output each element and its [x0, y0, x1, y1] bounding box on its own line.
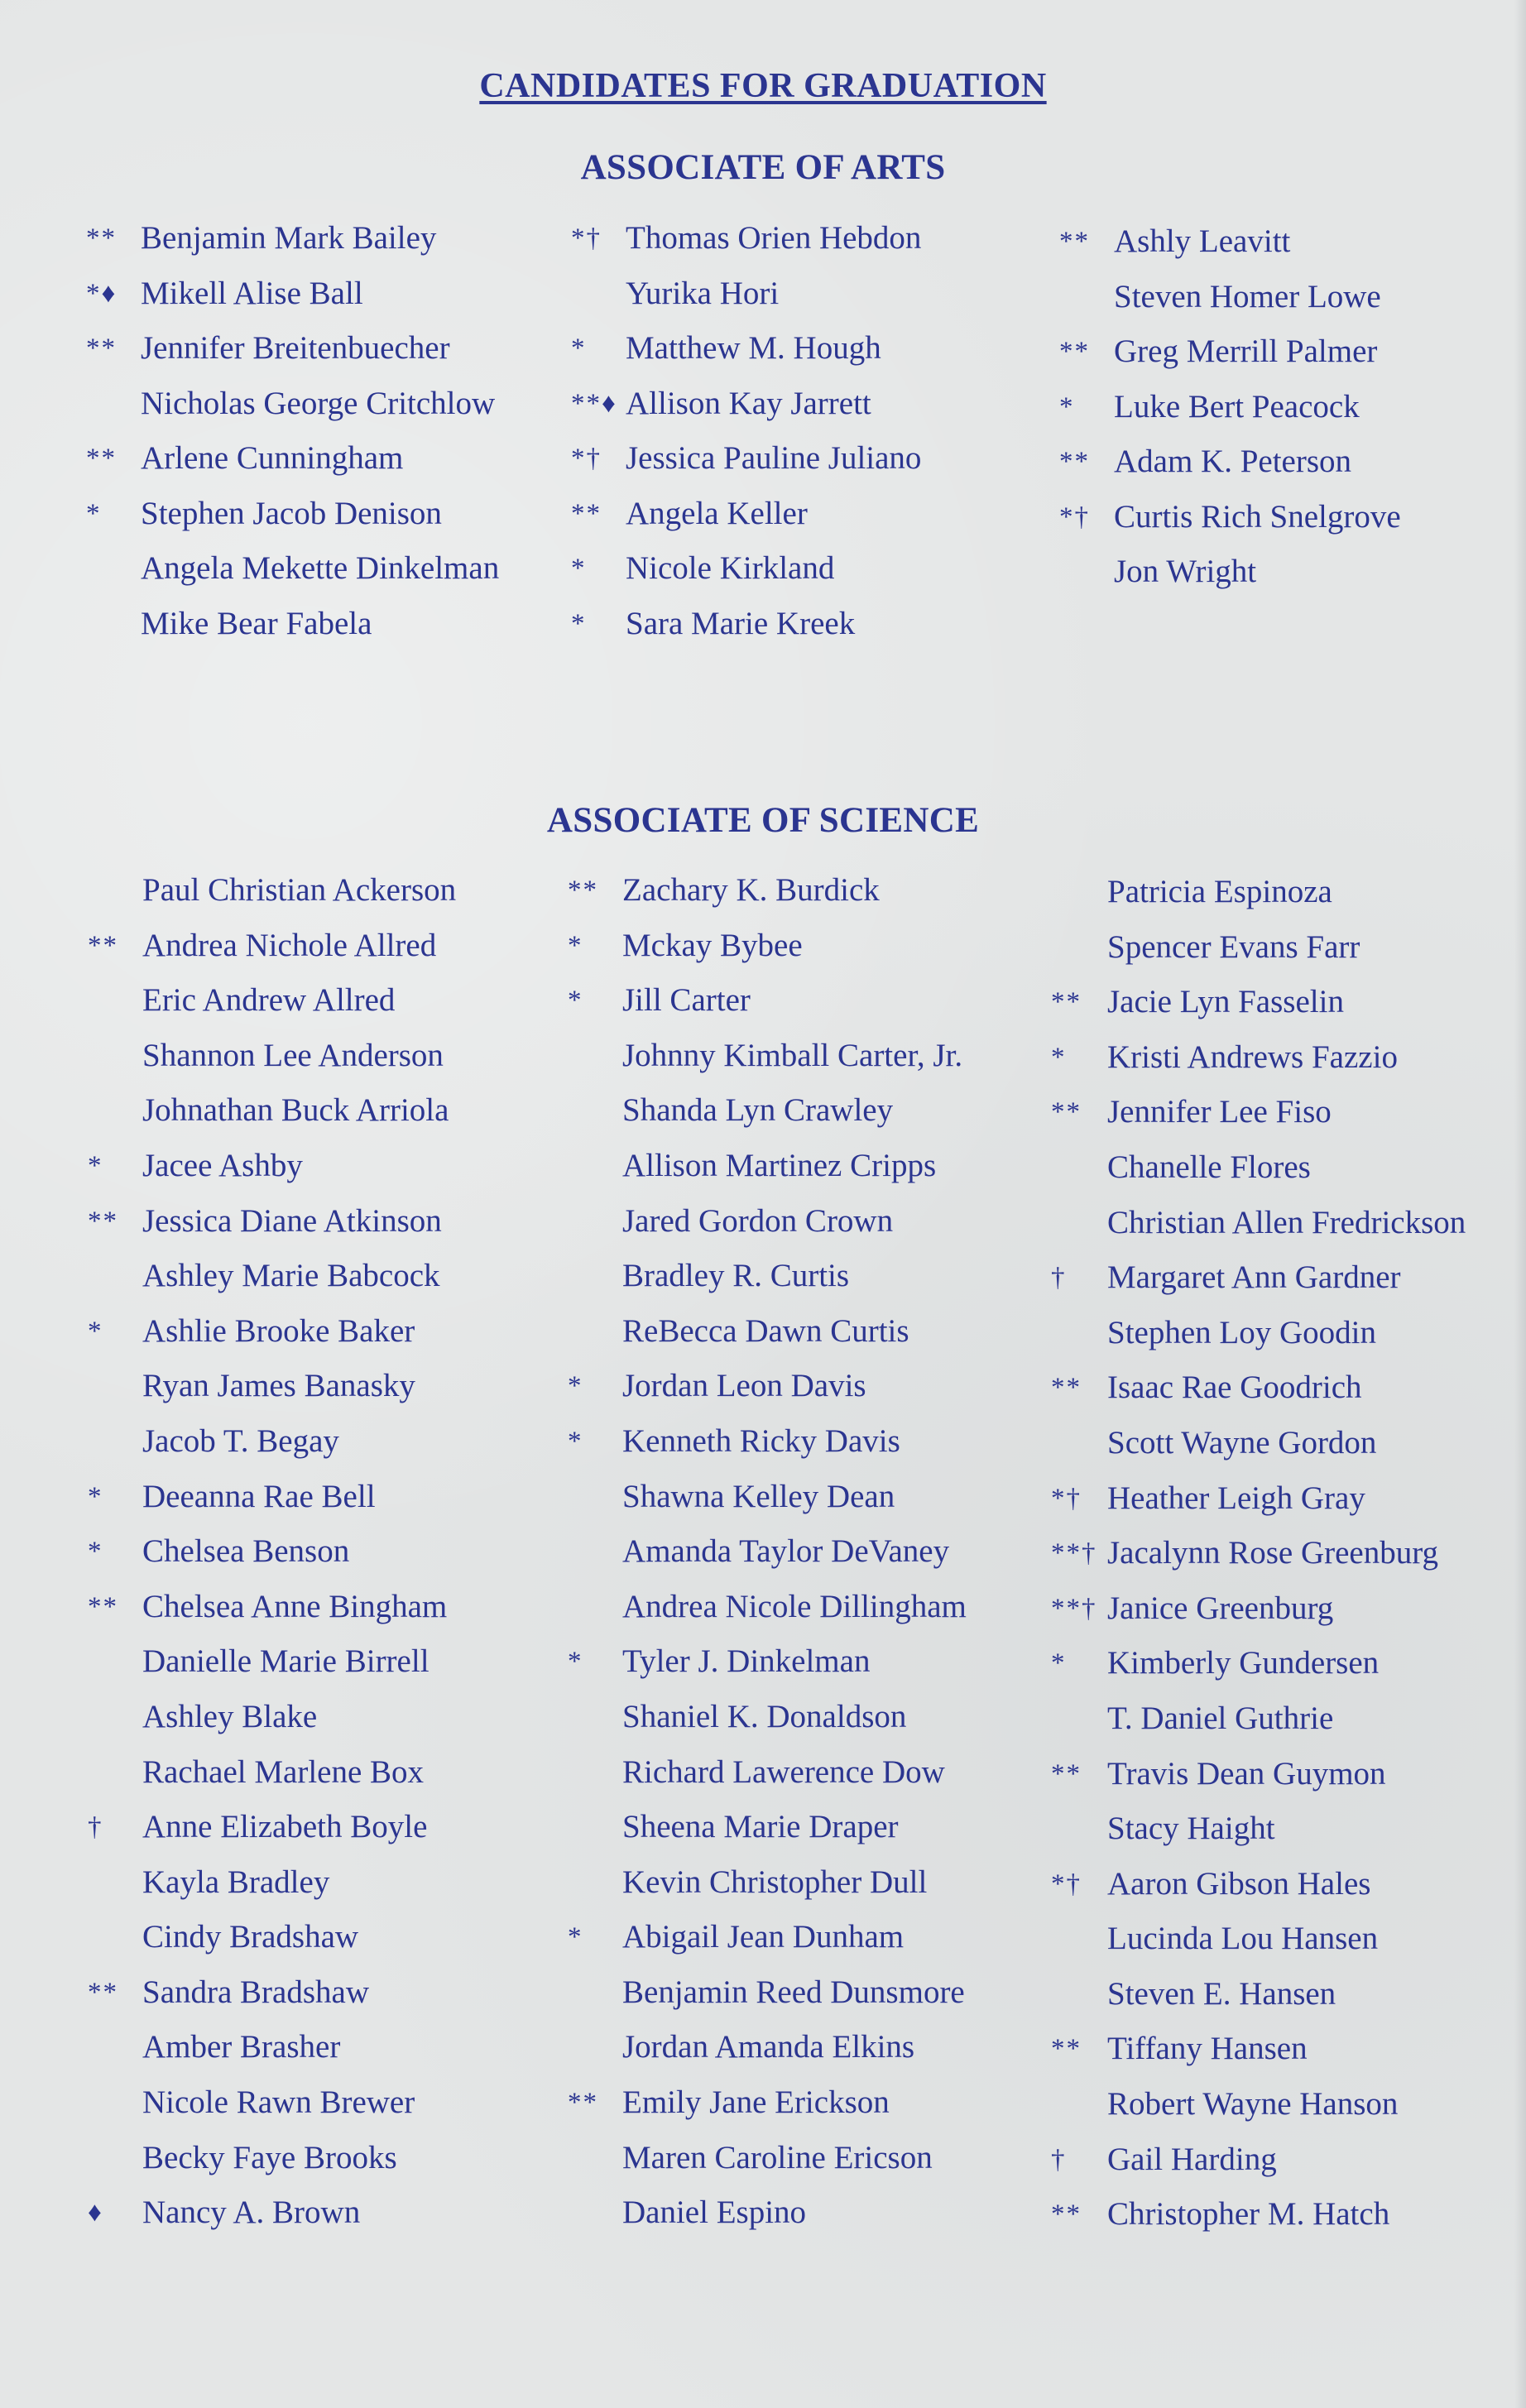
honor-mark: †	[1051, 1263, 1067, 1293]
honor-mark: *	[1051, 1042, 1067, 1072]
graduate-name: Kayla Bradley	[142, 1864, 330, 1900]
honor-mark: *	[88, 1481, 103, 1512]
graduate-name: Andrea Nicole Dillingham	[622, 1588, 967, 1624]
honor-mark: **	[568, 875, 598, 905]
honor-mark: *♦	[86, 278, 118, 309]
graduate-name: Maren Caroline Ericson	[622, 2139, 933, 2175]
graduate-name: Sheena Marie Draper	[622, 1809, 899, 1845]
honor-mark: *	[88, 1537, 103, 1567]
graduate-name: Steven Homer Lowe	[1114, 278, 1381, 314]
graduate-name: Kristi Andrews Fazzio	[1107, 1039, 1398, 1075]
graduate-name: T. Daniel Guthrie	[1107, 1700, 1334, 1736]
graduate-name: Janice Greenburg	[1107, 1590, 1334, 1626]
honor-mark: **	[1051, 1373, 1082, 1403]
page-title: CANDIDATES FOR GRADUATION	[479, 67, 1047, 105]
honor-mark: *	[571, 554, 587, 583]
honor-mark: *	[568, 1371, 583, 1402]
graduate-name: Christian Allen Fredrickson	[1107, 1204, 1466, 1240]
honor-mark: *	[88, 1150, 103, 1181]
graduate-name: Abigail Jean Dunham	[622, 1919, 905, 1955]
honor-mark: *	[1051, 1648, 1067, 1679]
honor-mark: **	[1059, 227, 1090, 257]
graduate-name: Jordan Amanda Elkins	[622, 2029, 915, 2065]
graduate-name: Deeanna Rae Bell	[142, 1478, 376, 1514]
honor-mark: **	[1051, 1097, 1082, 1128]
graduate-name: Scott Wayne Gordon	[1107, 1424, 1377, 1461]
graduate-name: Ashley Blake	[142, 1698, 318, 1734]
graduate-name: Nicole Rawn Brewer	[142, 2084, 415, 2121]
honor-mark: **	[1059, 447, 1090, 477]
graduate-name: Ashley Marie Babcock	[142, 1258, 440, 1294]
graduate-name: Stacy Haight	[1107, 1811, 1275, 1847]
graduate-name: Arlene Cunningham	[141, 440, 404, 476]
graduate-name: Spencer Evans Farr	[1107, 928, 1360, 965]
honor-mark: *†	[1051, 1868, 1082, 1899]
honor-mark: *	[568, 930, 583, 961]
graduate-name: Yurika Hori	[626, 275, 780, 311]
graduate-name: Greg Merrill Palmer	[1114, 333, 1378, 369]
honor-mark: *	[568, 986, 583, 1016]
graduate-name: Becky Faye Brooks	[142, 2139, 397, 2175]
graduate-name: Tyler J. Dinkelman	[622, 1643, 871, 1680]
graduate-name: Shawna Kelley Dean	[622, 1478, 895, 1514]
graduate-name: Benjamin Reed Dunsmore	[622, 1974, 965, 2010]
graduate-name: Johnathan Buck Arriola	[142, 1092, 449, 1129]
graduate-name: Johnny Kimball Carter, Jr.	[622, 1037, 963, 1073]
honor-mark: *	[568, 1426, 583, 1456]
honor-mark: **	[1051, 1758, 1082, 1789]
graduate-name: Jill Carter	[622, 982, 751, 1019]
graduate-name: Adam K. Peterson	[1114, 444, 1352, 479]
honor-mark: **	[1051, 2199, 1082, 2230]
graduate-name: Robert Wayne Hanson	[1107, 2086, 1399, 2123]
associate-of-science-heading: ASSOCIATE OF SCIENCE	[546, 801, 980, 840]
graduate-name: Stephen Loy Goodin	[1107, 1314, 1376, 1350]
graduate-name: Matthew M. Hough	[626, 330, 881, 366]
honor-mark: **†	[1051, 1593, 1097, 1624]
graduate-name: Lucinda Lou Hansen	[1107, 1921, 1379, 1957]
honor-mark: **	[86, 223, 117, 253]
graduate-name: Nicole Kirkland	[626, 550, 835, 586]
graduate-name: Ashly Leavitt	[1114, 223, 1291, 259]
honor-mark: *	[571, 333, 587, 363]
graduate-name: Jon Wright	[1114, 554, 1257, 589]
graduate-name: ReBecca Dawn Curtis	[622, 1312, 909, 1349]
honor-mark: **♦	[571, 388, 617, 419]
honor-mark: *†	[1059, 501, 1090, 532]
graduate-name: Daniel Espino	[622, 2195, 807, 2231]
graduate-name: Anne Elizabeth Boyle	[142, 1809, 428, 1845]
graduate-name: Jared Gordon Crown	[622, 1202, 894, 1239]
graduate-name: Ashlie Brooke Baker	[142, 1312, 415, 1349]
honor-mark: **	[571, 498, 602, 529]
graduate-name: Sandra Bradshaw	[142, 1974, 370, 2010]
graduate-name: Andrea Nichole Allred	[142, 927, 437, 963]
page-edge-shadow	[1514, 0, 1526, 2408]
graduate-name: Jordan Leon Davis	[622, 1368, 866, 1404]
graduate-name: Bradley R. Curtis	[622, 1258, 850, 1294]
graduate-name: Aaron Gibson Hales	[1107, 1865, 1371, 1902]
graduate-name: Gail Harding	[1107, 2141, 1277, 2177]
graduate-name: Chanelle Flores	[1107, 1149, 1311, 1185]
graduate-name: Shanda Lyn Crawley	[622, 1092, 894, 1129]
graduate-name: Margaret Ann Gardner	[1107, 1259, 1401, 1296]
graduate-name: Nancy A. Brown	[142, 2195, 361, 2231]
graduate-name: Angela Mekette Dinkelman	[141, 550, 500, 586]
graduate-name: Tiffany Hansen	[1107, 2031, 1308, 2067]
graduate-name: Ryan James Banasky	[142, 1368, 415, 1404]
honor-mark: ♦	[88, 2198, 103, 2228]
honor-mark: †	[88, 1812, 103, 1843]
graduate-name: Travis Dean Guymon	[1107, 1755, 1386, 1792]
graduate-name: Jennifer Lee Fiso	[1107, 1094, 1332, 1130]
graduate-name: Allison Kay Jarrett	[626, 385, 871, 421]
graduate-name: Stephen Jacob Denison	[141, 495, 442, 531]
graduate-name: Chelsea Anne Bingham	[142, 1588, 448, 1624]
graduate-name: Curtis Rich Snelgrove	[1114, 498, 1401, 535]
graduate-name: Steven E. Hansen	[1107, 1975, 1336, 2012]
graduate-name: Jacalynn Rose Greenburg	[1107, 1535, 1438, 1571]
honor-mark: **	[86, 333, 117, 363]
honor-mark: *	[86, 498, 102, 529]
graduate-name: Amanda Taylor DeVaney	[622, 1533, 950, 1570]
honor-mark: **†	[1051, 1538, 1097, 1569]
graduate-name: Zachary K. Burdick	[622, 872, 880, 908]
graduate-name: Angela Keller	[626, 495, 808, 531]
honor-mark: †	[1051, 2144, 1067, 2175]
graduate-name: Heather Leigh Gray	[1107, 1480, 1365, 1516]
graduate-name: Christopher M. Hatch	[1107, 2196, 1390, 2233]
graduate-name: Nicholas George Critchlow	[141, 385, 496, 421]
graduate-name: Kimberly Gundersen	[1107, 1645, 1380, 1681]
graduate-name: Eric Andrew Allred	[142, 982, 396, 1019]
graduate-name: Jacee Ashby	[142, 1147, 303, 1183]
graduate-name: Danielle Marie Birrell	[142, 1643, 429, 1680]
honor-mark: **	[88, 1206, 118, 1236]
honor-mark: **	[1051, 987, 1082, 1018]
honor-mark: **	[88, 1977, 118, 2007]
graduate-name: Kevin Christopher Dull	[622, 1864, 928, 1900]
graduate-name: Allison Martinez Cripps	[622, 1147, 937, 1183]
graduate-name: Mckay Bybee	[622, 927, 803, 963]
graduate-name: Isaac Rae Goodrich	[1107, 1369, 1362, 1406]
graduate-name: Mikell Alise Ball	[141, 275, 363, 311]
honor-mark: **	[88, 1591, 118, 1622]
graduate-name: Paul Christian Ackerson	[142, 872, 457, 908]
honor-mark: **	[1059, 337, 1090, 367]
honor-mark: *	[568, 1922, 583, 1953]
honor-mark: **	[1051, 2034, 1082, 2065]
graduate-name: Emily Jane Erickson	[622, 2084, 890, 2121]
graduate-name: Rachael Marlene Box	[142, 1753, 425, 1790]
honor-mark: *	[1059, 391, 1075, 422]
honor-mark: *†	[1051, 1483, 1082, 1513]
graduate-name: Kenneth Ricky Davis	[622, 1422, 900, 1459]
graduate-name: Shannon Lee Anderson	[142, 1037, 444, 1073]
honor-mark: *	[568, 1647, 583, 1677]
associate-of-arts-heading: ASSOCIATE OF ARTS	[580, 148, 946, 187]
honor-mark: *	[88, 1316, 103, 1346]
graduate-name: Jessica Pauline Juliano	[626, 440, 922, 476]
honor-mark: *	[571, 608, 587, 639]
graduate-name: Thomas Orien Hebdon	[626, 220, 922, 256]
graduate-name: Jacie Lyn Fasselin	[1107, 984, 1344, 1020]
graduate-name: Patricia Espinoza	[1107, 874, 1332, 909]
graduate-name: Chelsea Benson	[142, 1533, 350, 1570]
graduate-name: Benjamin Mark Bailey	[141, 220, 437, 256]
graduate-name: Jessica Diane Atkinson	[142, 1202, 442, 1239]
graduate-name: Luke Bert Peacock	[1114, 388, 1360, 425]
honor-mark: *†	[571, 444, 602, 473]
graduate-name: Jennifer Breitenbuecher	[141, 330, 450, 366]
honor-mark: **	[568, 2088, 598, 2118]
graduate-name: Shaniel K. Donaldson	[622, 1698, 907, 1734]
graduate-name: Sara Marie Kreek	[626, 605, 856, 641]
graduate-name: Cindy Bradshaw	[142, 1919, 359, 1955]
honor-mark: **	[88, 930, 118, 961]
honor-mark: **	[86, 444, 117, 473]
graduate-name: Mike Bear Fabela	[141, 605, 372, 641]
graduate-name: Richard Lawerence Dow	[622, 1753, 945, 1790]
honor-mark: *†	[571, 223, 602, 253]
graduate-name: Jacob T. Begay	[142, 1422, 339, 1459]
graduate-name: Amber Brasher	[142, 2029, 341, 2065]
